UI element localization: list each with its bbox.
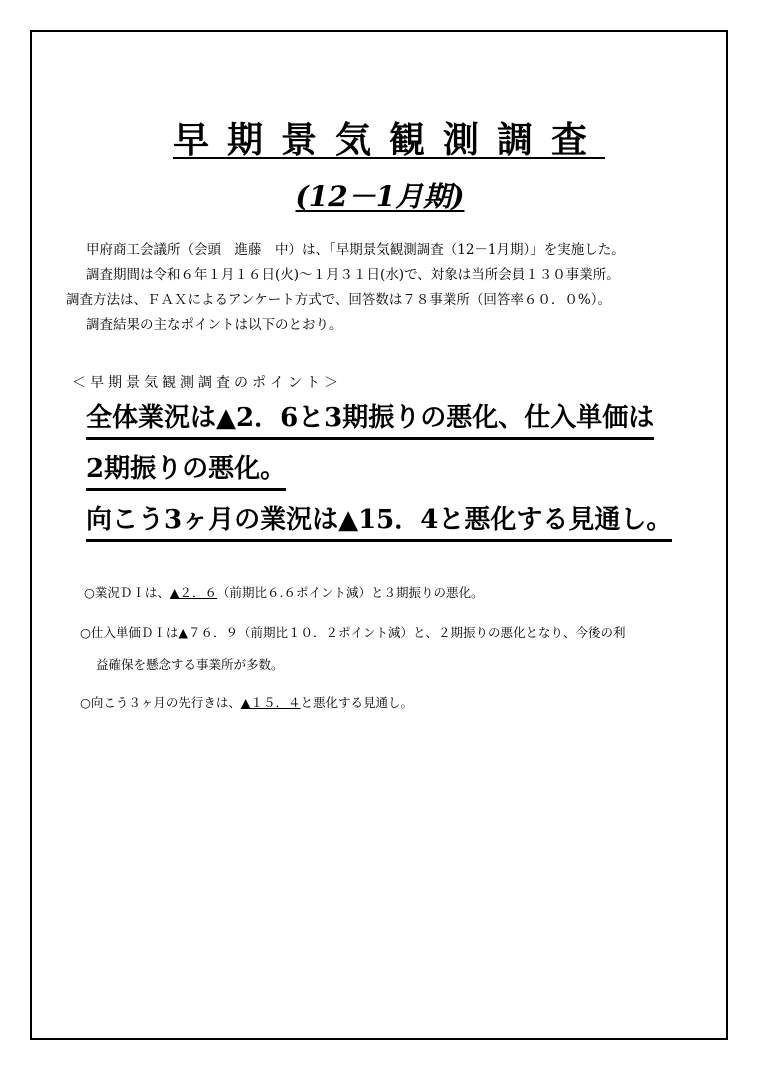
bullet-outlook: [80, 693, 413, 711]
bullet-3-value: ▲１５．４: [240, 695, 301, 710]
bullet-1-prefix: ○業況ＤＩは、: [84, 585, 170, 600]
document-title: 早期景気観測調査: [172, 119, 605, 161]
headline-box: [86, 396, 706, 549]
bullet-3-suffix: と悪化する見通し。: [300, 695, 414, 710]
intro-line-2: 調査期間は令和６年１月１６日(火)～１月３１日(水)で、対象は当所会員１３０事業所。: [86, 267, 620, 283]
bullet-purchase-price-di: [80, 623, 626, 641]
intro-line-4: 調査結果の主なポイントは以下のとおり。: [86, 317, 343, 333]
headline-line-1: 全体業況は▲2．6と3期振りの悪化、仕入単価は: [86, 399, 654, 440]
bullet-3-prefix: ○向こう３ヶ月の先行きは、: [80, 695, 241, 710]
document-subtitle: (12－1月期): [295, 180, 465, 213]
bullet-2-line-2: 益確保を懸念する事業所が多数。: [96, 657, 284, 672]
bullet-business-di: [84, 583, 484, 601]
intro-line-1: 甲府商工会議所（会頭 進藤 中）は、「早期景気観測調査（12－1月期）」を実施した。: [86, 242, 625, 258]
intro-line-3: 調査方法は、ＦＡＸによるアンケート方式で、回答数は７８事業所（回答率６０．０%）。: [66, 292, 611, 308]
intro-paragraph: [66, 238, 716, 338]
headline-line-3: 向こう3ヶ月の業況は▲15．4と悪化する見通し。: [86, 501, 672, 542]
bullet-purchase-price-cont: [96, 655, 284, 673]
points-heading: ＜早期景気観測調査のポイント＞: [72, 375, 342, 391]
bullet-1-value: ▲２．６: [169, 585, 218, 600]
bullet-1-suffix: （前期比６.６ポイント減）と３期振りの悪化。: [217, 585, 484, 600]
headline-line-2: 2期振りの悪化。: [86, 450, 286, 491]
bullet-2-line-1: ○仕入単価ＤＩは▲７６．９（前期比１０．２ポイント減）と、２期振りの悪化となり、今後の利: [80, 625, 626, 640]
